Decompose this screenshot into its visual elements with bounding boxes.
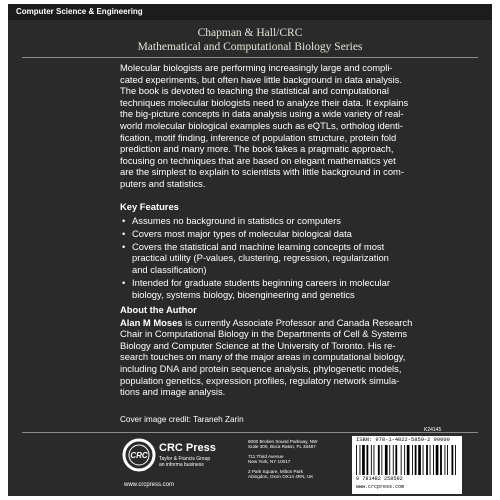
barcode-bar (393, 445, 394, 475)
barcode-bar (455, 445, 456, 475)
barcode-bar (401, 445, 402, 475)
description-line: are the simplest to explain to scientists with little background in com- (120, 166, 404, 178)
publisher-tagline: an informa business (159, 462, 204, 468)
barcode-bar (452, 445, 454, 475)
back-cover (8, 4, 492, 496)
barcode-bar (407, 445, 410, 475)
about-line: tions and image analysis. (120, 386, 226, 398)
barcode-url: www.crcpress.com (356, 484, 405, 490)
list-item (120, 228, 474, 240)
publisher-name: CRC Press (159, 442, 216, 454)
address-line: 6000 Broken Sound Parkway, NW (248, 439, 318, 444)
barcode-bar (362, 445, 365, 475)
catalog-code: K24145 (424, 427, 442, 433)
barcode-bar (356, 445, 357, 475)
about-line: Chair in Computational Biology in the Departments of Cell & Systems (120, 328, 408, 340)
barcode-bar (440, 445, 442, 475)
list-item-line: • Intended for graduate students beginning careers in molecular (132, 277, 390, 289)
isbn-text: ISBN: 978-1-4822-5859-2 (356, 437, 431, 443)
category-bar: Computer Science & Engineering (8, 4, 492, 20)
isbn-number (356, 437, 450, 443)
barcode-bar (367, 445, 369, 475)
about-text: is currently Associate Professor and Canada Research (182, 316, 413, 328)
description-line: techniques molecular biologists need to analyze their data. It explains (120, 96, 409, 108)
description-line: prediction and many more. The book takes a pragmatic approach, (120, 143, 394, 155)
barcode-panel (352, 436, 462, 494)
description-line: focusing on techniques that are based on elegant mathematics yet (120, 154, 396, 166)
description-line: The book is devoted to teaching the statistical and computational (120, 85, 389, 97)
description-line: cated experiments, but often have little background in data analysis. (120, 73, 402, 85)
publisher-group: Taylor & Francis Group (159, 456, 211, 462)
barcode-bar (404, 445, 405, 475)
address-line: 711 Third Avenue (248, 454, 284, 459)
barcode-bar (433, 445, 434, 475)
address-line: New York, NY 10017 (248, 459, 291, 465)
barcode-bar (418, 445, 421, 475)
top-divider (22, 57, 478, 58)
address-abingdon (248, 469, 348, 480)
key-features-heading: Key Features (120, 201, 179, 212)
list-item (120, 241, 474, 276)
address-line: 2 Park Square, Milton Park (248, 469, 303, 474)
barcode-bar (423, 445, 424, 475)
barcode-bar (360, 445, 361, 475)
author-name: Alan M Moses (120, 316, 183, 328)
barcode-bar (374, 445, 375, 475)
list-item-line: practical utility (P-values, clustering, regression, regularization (132, 252, 389, 264)
publisher-url: www.crcpress.com (124, 482, 175, 488)
list-item-line: and classification) (132, 263, 207, 275)
barcode-bar (445, 445, 446, 475)
barcode-bar (371, 445, 372, 475)
about-author (120, 304, 474, 398)
list-item-line: • Covers the statistical and machine learning concepts of most (132, 240, 385, 252)
description-line: the big-picture concepts in data analysis using a wide variety of real- (120, 108, 404, 120)
barcode-bar (395, 445, 397, 475)
description (120, 62, 474, 190)
about-line: population genetics, expression profiles, regulatory network simula- (120, 374, 400, 386)
barcode-bar (381, 445, 382, 475)
barcode-bar (436, 445, 439, 475)
about-line: Biology and Computer Science at the University of Toronto. His re- (120, 339, 396, 351)
address-line: Abingdon, Oxon OX14 4RN, UK (248, 474, 314, 480)
about-line: search touches on many of the major areas in computational biology, (120, 351, 406, 363)
crc-logo-icon (122, 438, 156, 472)
address-line: Suite 300, Boca Raton, FL 33487 (248, 444, 316, 450)
bottom-divider (22, 432, 478, 433)
list-item-line: • Assumes no background in statistics or computers (132, 214, 341, 226)
price-code: 90000 (433, 437, 450, 443)
about-heading: About the Author (120, 304, 197, 315)
barcode-bar (385, 445, 388, 475)
key-features (120, 201, 474, 302)
series-title (8, 26, 492, 54)
list-item (120, 277, 474, 300)
series-publisher: Chapman & Hall/CRC (197, 27, 303, 39)
address-boca-raton (248, 439, 348, 450)
barcode-bar (447, 445, 448, 475)
barcode-bar (412, 445, 413, 475)
list-item (120, 215, 474, 227)
description-line: world molecular biological examples such as eQTLs, ortholog identi- (120, 119, 403, 131)
barcode-bar (415, 445, 417, 475)
series-name: Mathematical and Computational Biology Series (137, 41, 363, 53)
barcode-bar (378, 445, 380, 475)
barcode-bar (430, 445, 431, 475)
about-line: including DNA and protein sequence analysis, phylogenetic models, (120, 362, 402, 374)
barcode-number: 9 781482 258592 (356, 476, 403, 482)
description-line: Molecular biologists are performing increasingly large and compli- (120, 62, 393, 73)
key-features-list (120, 215, 474, 301)
logo-text: CRC (130, 451, 148, 460)
barcode-icon (356, 445, 458, 475)
address-new-york (248, 454, 348, 465)
about-line (120, 317, 474, 329)
cover-image-credit: Cover image credit: Taraneh Zarin (120, 415, 244, 424)
list-item-line: • Covers most major types of molecular biological data (132, 227, 352, 239)
list-item-line: biology, systems biology, bioengineering and genetics (132, 288, 355, 300)
barcode-bar (426, 445, 428, 475)
description-line: fication, motif finding, inference of population structure, protein fold (120, 131, 397, 143)
description-line: puters and statistics. (120, 177, 206, 189)
barcode-bar (389, 445, 390, 475)
